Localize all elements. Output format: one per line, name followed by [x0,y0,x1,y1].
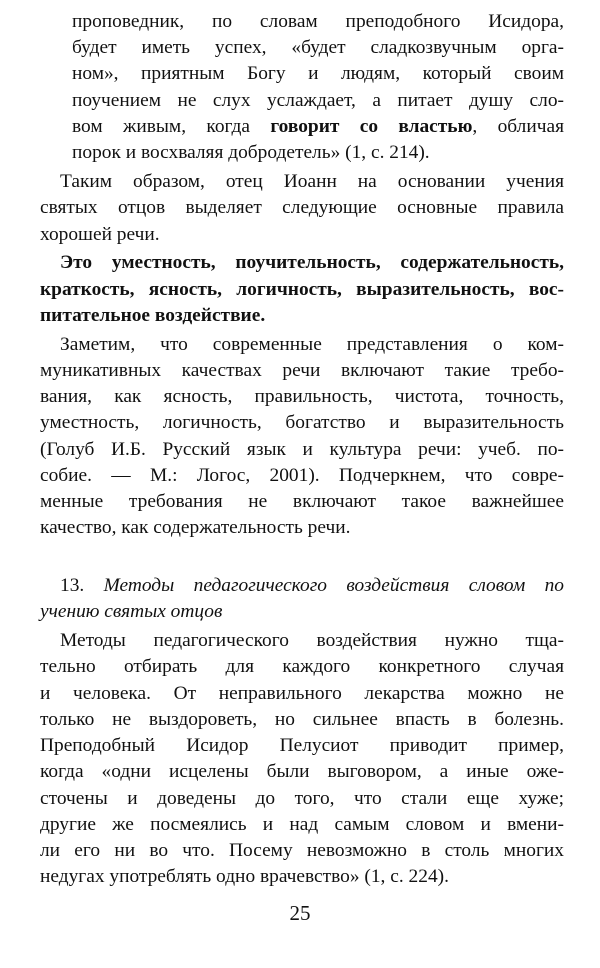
section-number: 13. [60,575,85,596]
quote-line: поучением не слух услаждает, а питает душу сло- [72,90,564,111]
section-title: Методы педагогического воздействия словом по [103,575,564,596]
paragraph-line: тельно отбирать для каждого конкретного случая [40,656,564,677]
quote-line [72,114,564,140]
paragraph-line: уместность, логичность, богатство и выразительность [40,412,564,433]
quote-text: , обличая [472,116,564,137]
paragraph-line: собие. — М.: Логос, 2001). Подчеркнем, что совре- [40,465,564,486]
section-heading-line [60,573,564,599]
quote-text: вом живым, когда [72,116,271,137]
paragraph-line: краткость, ясность, логичность, выразительность, вос- [40,279,564,300]
paragraph-line: Заметим, что современные представления о ком- [60,334,564,355]
quote-line: ном», приятным Богу и людям, который своим [72,63,564,84]
paragraph-line: (Голуб И.Б. Русский язык и культура речи: учеб. по- [40,439,564,460]
paragraph-line: Таким образом, отец Иоанн на основании учения [60,171,564,192]
paragraph-line: Методы педагогического воздействия нужно тща- [60,630,564,651]
paragraph-line: Преподобный Исидор Пелусиот приводит пример, [40,735,564,756]
paragraph-line: питательное воздействие. [40,305,266,326]
paragraph-line: другие же посмеялись и над самым словом и вмени- [40,814,564,835]
paragraph-line: качество, как содержательность речи. [40,517,351,538]
quote-line: будет иметь успех, «будет сладкозвучным орга- [72,37,564,58]
paragraph-line: менные требования не включают такое важнейшее [40,491,564,512]
page-number: 25 [289,901,311,925]
paragraph-line: Это уместность, поучительность, содержательность, [60,252,564,273]
paragraph-line: сточены и доведены до того, что стали еще хуже; [40,788,564,809]
paragraph-line: только не выздороветь, но сильнее впасть в болезнь. [40,709,564,730]
bold-phrase: говорит со властью [270,116,473,137]
paragraph-line: когда «одни исцелены были выговором, а иные оже- [40,761,564,782]
paragraph-line: недугах употреблять одно врачевство» (1, с. 224). [40,866,449,887]
quote-line: порок и восхваляя добродетель» (1, с. 214). [72,142,430,163]
paragraph-line: святых отцов выделяет следующие основные правила [40,197,564,218]
paragraph-line: ли его ни во что. Посему невозможно в столь многих [40,840,564,861]
paragraph-line: хорошей речи. [40,224,160,245]
section-title: учению святых отцов [40,601,223,622]
paragraph-line: муникативных качествах речи включают такие требо- [40,360,564,381]
paragraph-line: вания, как ясность, правильность, чистота, точность, [40,386,564,407]
paragraph-line: и человека. От неправильного лекарства можно не [40,683,564,704]
quote-line: проповедник, по словам преподобного Исидора, [72,11,564,32]
